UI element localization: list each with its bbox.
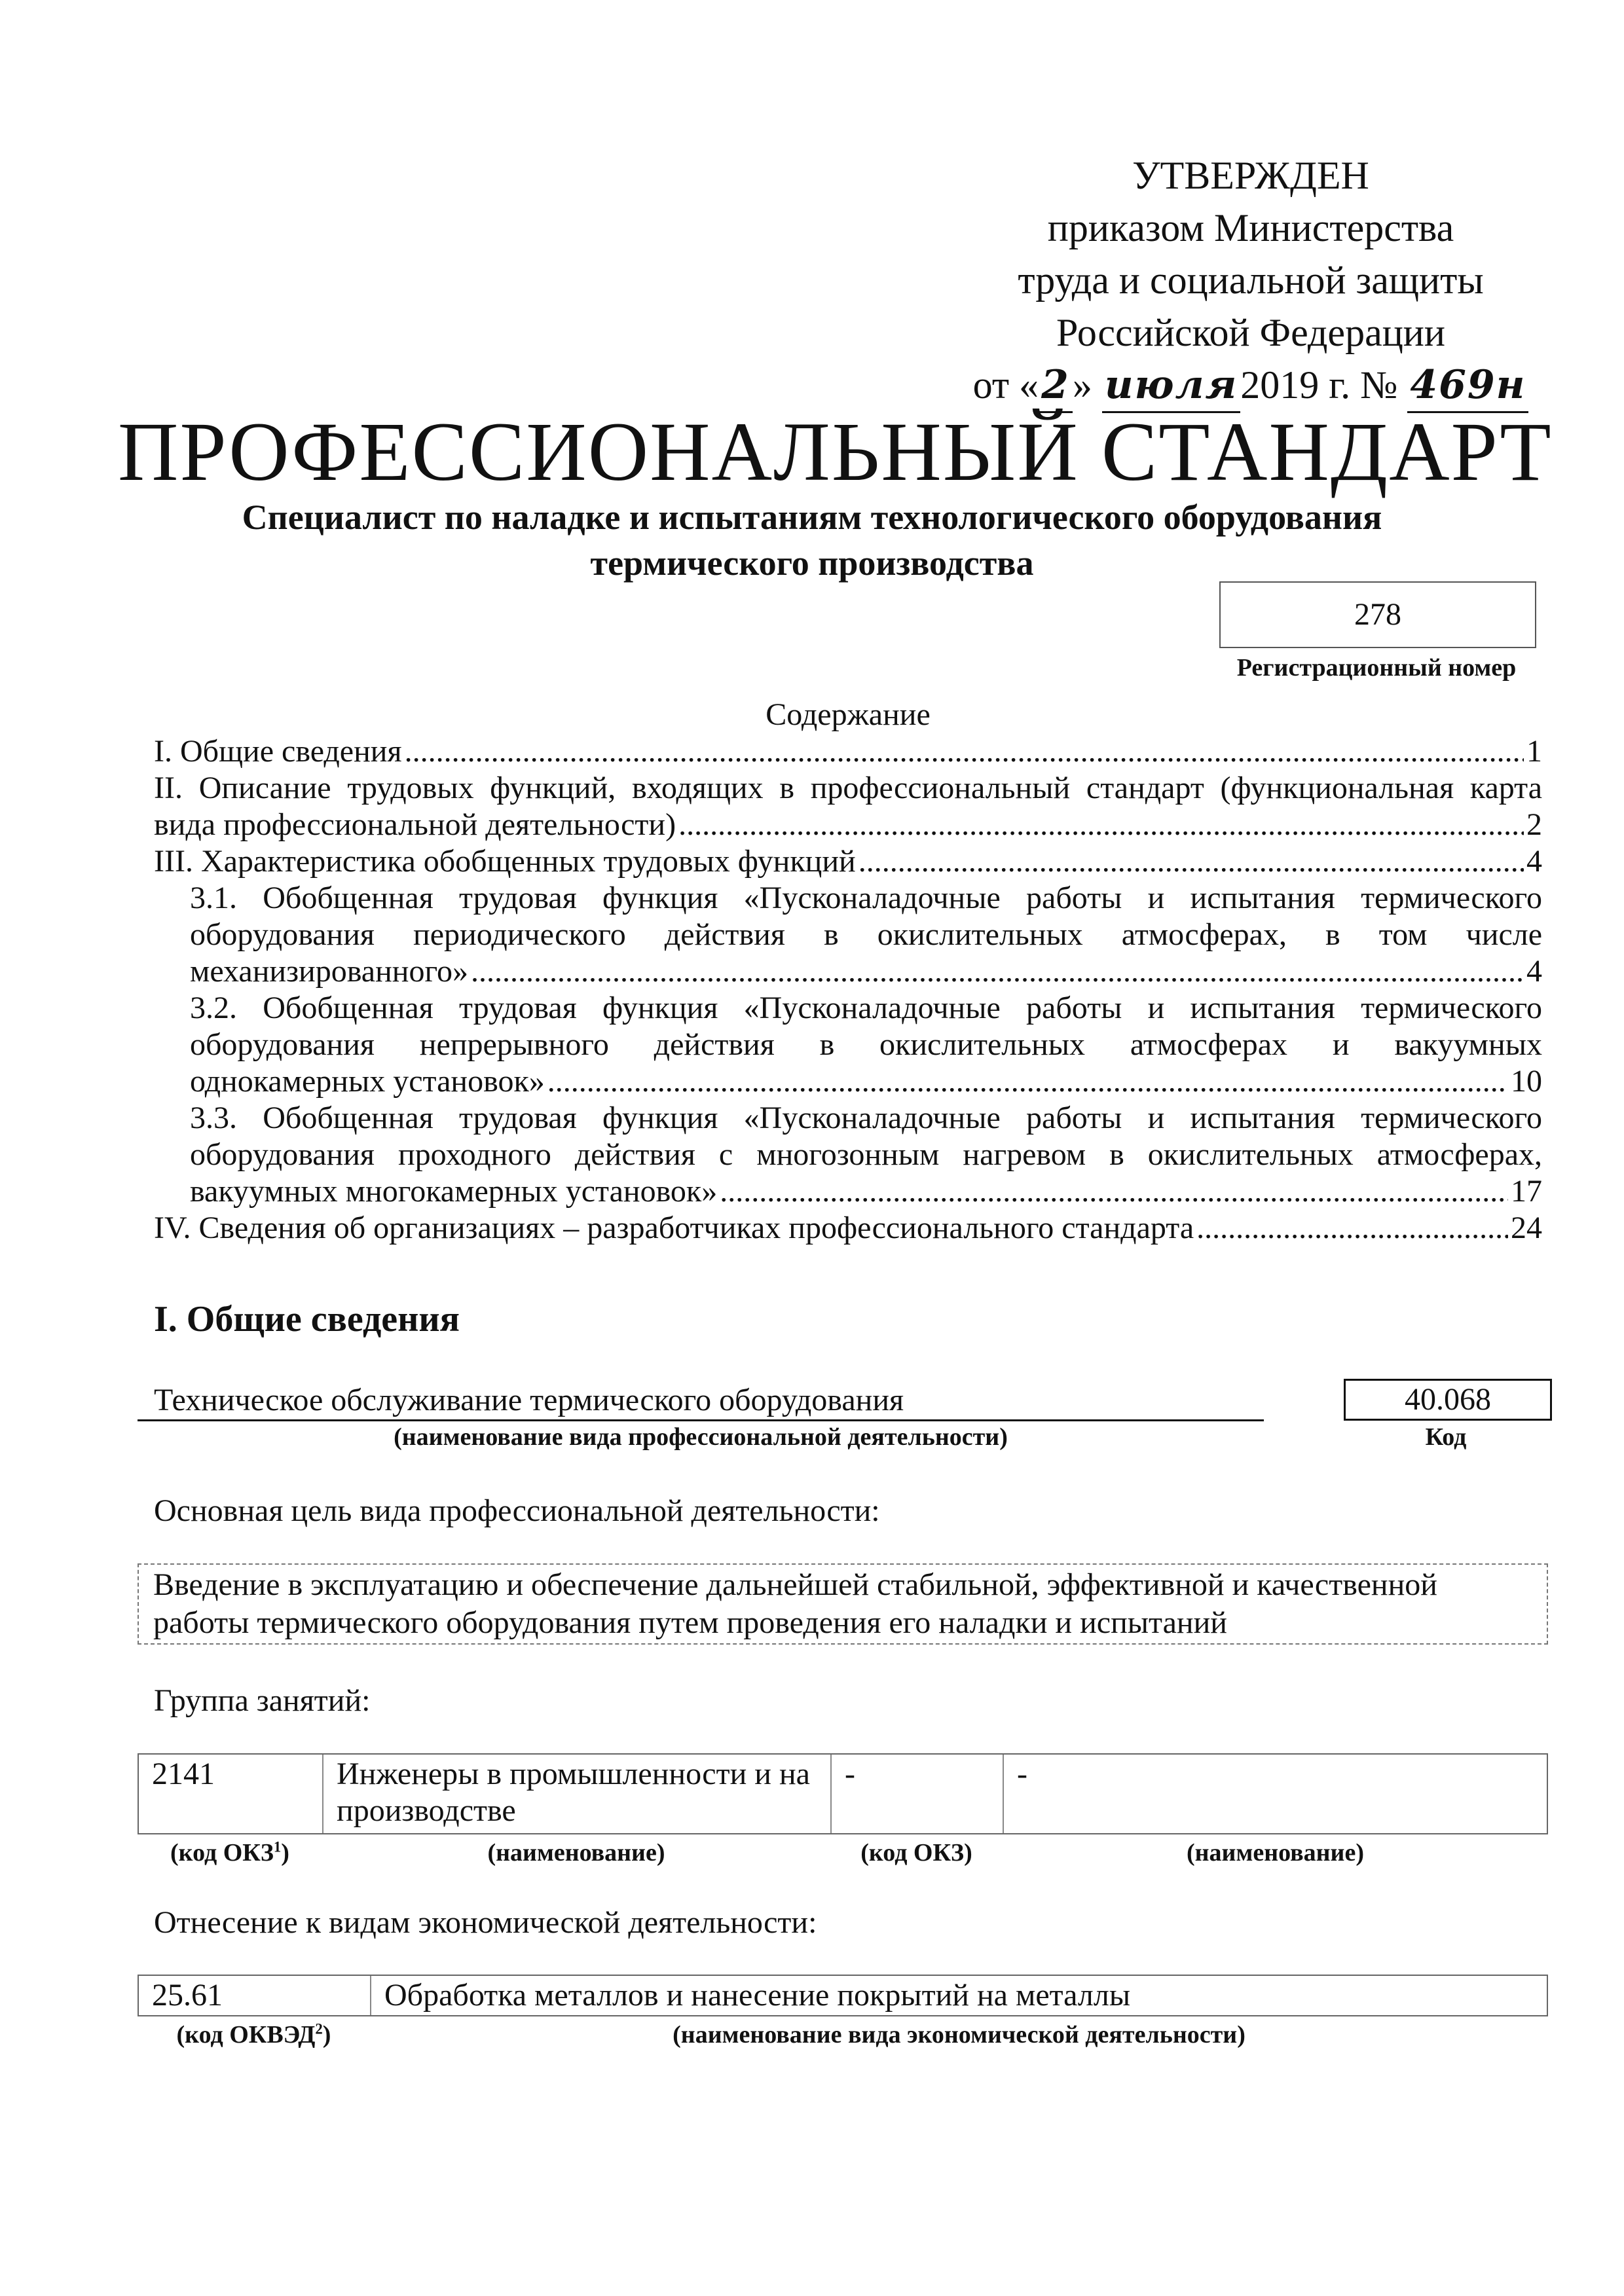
toc-entry-2[interactable] [154, 770, 1542, 843]
economic-activity-table [138, 1975, 1548, 2016]
subtitle-line-1: Специалист по наладке и испытаниям технологического оборудования [242, 498, 1382, 537]
approval-line-3: Российской Федерации [1056, 311, 1446, 354]
toc-entry-text-end: вакуумных многокамерных установок» [190, 1174, 718, 1209]
date-year: 2019 г. № [1240, 363, 1398, 407]
approval-line-1: приказом Министерства [1047, 206, 1454, 249]
activity-code-caption: Код [1425, 1423, 1467, 1451]
goal-text-box: Введение в эксплуатацию и обеспечение дальнейшей стабильной, эффективной и качественной работы термического оборудования путем проведения его наладки и испытаний [138, 1563, 1548, 1645]
toc-entry-3[interactable] [154, 843, 1542, 880]
date-mid: » [1072, 363, 1092, 407]
economic-activity-captions [138, 2018, 1548, 2051]
activity-name-caption: (наименование вида профессиональной деятельности) [394, 1423, 1008, 1451]
registration-number-label: Регистрационный номер [1236, 654, 1517, 682]
toc-entry-text: IV. Сведения об организациях – разработчиках профессионального стандарта [154, 1211, 1194, 1245]
toc-entry-text: II. Описание трудовых функций, входящих в профессиональный стандарт (функциональная карта [154, 771, 1542, 805]
toc-entry-page: 1 [1526, 734, 1542, 769]
economic-activity-label: Отнесение к видам экономической деятельности: [154, 1905, 817, 1940]
okved-code-cell: 25.61 [139, 1976, 371, 2015]
toc-entry-text: I. Общие сведения [154, 734, 402, 769]
table-of-contents [154, 733, 1542, 1247]
occupation-group-captions [138, 1836, 1548, 1869]
toc-leader-dots [405, 733, 1524, 770]
caption-okz-code: (код ОКЗ$^1$) [170, 1838, 289, 1867]
toc-leader-dots [858, 843, 1524, 880]
toc-leader-dots [1196, 1210, 1508, 1247]
okz-name-cell: Инженеры в промышленности и на производстве [323, 1755, 832, 1833]
toc-entry-page: 2 [1526, 807, 1542, 842]
okz-code-cell: 2141 [139, 1755, 323, 1833]
toc-entry-1[interactable] [154, 733, 1542, 770]
toc-entry-page: 17 [1511, 1174, 1542, 1209]
approval-block [904, 149, 1598, 413]
date-day-handwritten: 2 [1039, 359, 1073, 413]
toc-entry-page: 24 [1511, 1211, 1542, 1245]
occupation-group-label: Группа занятий: [154, 1683, 371, 1718]
okz-name-cell-2: - [1017, 1757, 1027, 1791]
goal-label: Основная цель вида профессиональной деятельности: [154, 1493, 880, 1528]
caption-okved-code: (код ОКВЭД$^2$) [176, 2020, 331, 2049]
document-title: ПРОФЕССИОНАЛЬНЫЙ СТАНДАРТ [118, 405, 1553, 498]
toc-entry-4[interactable] [154, 1210, 1542, 1247]
registration-number-box: 278 [1219, 581, 1536, 648]
toc-entry-text-end: однокамерных установок» [190, 1064, 545, 1099]
occupation-group-table [138, 1753, 1548, 1834]
toc-leader-dots [471, 953, 1524, 990]
toc-heading: Содержание [766, 697, 931, 732]
toc-entry-text-end: механизированного» [190, 954, 468, 989]
toc-entry-page: 10 [1511, 1064, 1542, 1099]
approval-status: УТВЕРЖДЕН [1132, 154, 1369, 197]
date-month-handwritten: июля [1102, 359, 1240, 413]
section-1-heading: I. Общие сведения [154, 1299, 460, 1339]
okz-code-cell-2: - [832, 1755, 1004, 1833]
toc-entry-text: 3.2. Обобщенная трудовая функция «Пусконаладочные работы и испытания термического оборудования непрерывного действия в окислительных атмосферах и вакуумных [190, 991, 1542, 1062]
approval-line-2: труда и социальной защиты [1018, 259, 1484, 302]
toc-entry-text-end: вида профессиональной деятельности) [154, 807, 676, 842]
okved-name-cell: Обработка металлов и нанесение покрытий на металлы [384, 1978, 1131, 2013]
caption-name: (наименование) [487, 1839, 665, 1867]
order-number-handwritten: 469н [1407, 359, 1528, 413]
caption-okz-code-2: (код ОКЗ) [860, 1839, 972, 1867]
toc-entry-page: 4 [1526, 844, 1542, 879]
activity-name-field: Техническое обслуживание термического оборудования [138, 1381, 1264, 1421]
toc-entry-3-3[interactable] [154, 1100, 1542, 1210]
caption-name-2: (наименование) [1187, 1839, 1364, 1867]
toc-entry-page: 4 [1526, 954, 1542, 989]
toc-entry-3-2[interactable] [154, 990, 1542, 1100]
date-prefix: от « [972, 363, 1039, 407]
caption-okved-name: (наименование вида экономической деятельности) [673, 2021, 1246, 2049]
toc-entry-text: III. Характеристика обобщенных трудовых функций [154, 844, 856, 879]
toc-entry-text: 3.3. Обобщенная трудовая функция «Пусконаладочные работы и испытания термического оборудования проходного действия с многозонным нагревом в окислительных атмосферах, [190, 1101, 1542, 1172]
toc-entry-text: 3.1. Обобщенная трудовая функция «Пусконаладочные работы и испытания термического оборудования периодического действия в окислительных атмосферах, в том числе [190, 881, 1542, 952]
subtitle-line-2: термического производства [590, 543, 1034, 583]
activity-code-box: 40.068 [1344, 1379, 1552, 1421]
toc-leader-dots [547, 1063, 1508, 1100]
toc-entry-3-1[interactable] [154, 880, 1542, 990]
toc-leader-dots [678, 807, 1524, 843]
document-subtitle [157, 494, 1467, 586]
toc-leader-dots [720, 1173, 1508, 1210]
